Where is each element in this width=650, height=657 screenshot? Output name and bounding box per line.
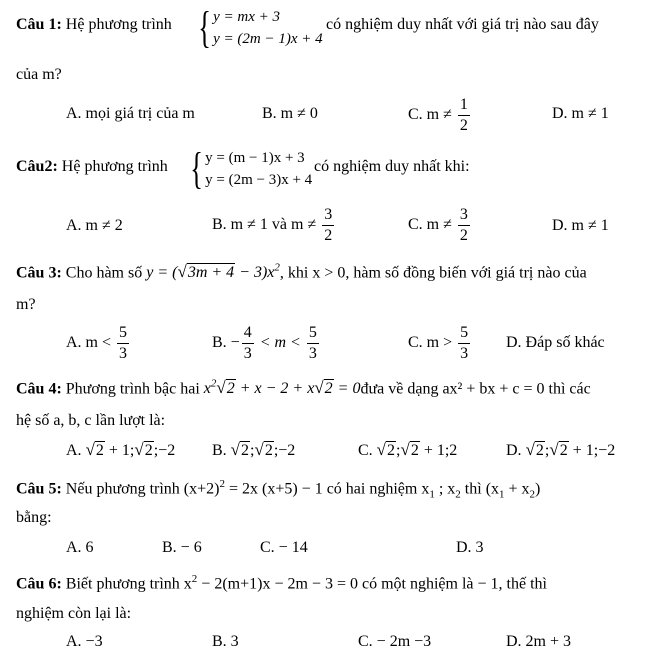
q5-stem: Câu 5: Nếu phương trình $(x+2)^2 = 2x$ (x+5) − 1 có hai nghiệm $x_1$ ; $x_2$ thì $(x_1 + x_2)$	[16, 478, 541, 501]
q5-label: Câu 5:	[16, 480, 62, 498]
q4-option-a: A. √ 2 + 1; √ 2 ;−2	[66, 440, 176, 459]
q3-option-a: A. m < $\frac{5}{3}$	[66, 324, 128, 362]
q2-option-c: C. m ≠ $\frac{3}{2}$	[408, 206, 468, 244]
q6-stem: Câu 6: Biết phương trình $x^2 - 2(m+1)x - 2m - 3 = 0$ có một nghiệm là − 1, thế thì	[16, 573, 547, 593]
q1-stem: Câu 1: Hệ phương trình	[16, 16, 172, 33]
q2-option-d: D. m ≠ 1	[552, 217, 609, 234]
q2-stem: Câu2: Hệ phương trình	[16, 158, 168, 175]
q1-label: Câu 1:	[16, 16, 62, 33]
q1-option-c: C. m ≠ $\frac{1}{2}$	[408, 96, 468, 134]
q4-option-d: D. √ 2 ; √ 2 + 1;−2	[506, 440, 616, 459]
q4-equation: $x^2$ √ 2 + x − 2 + x √ 2 = 0	[203, 378, 361, 398]
q2-option-b: B. m ≠ 1 và m ≠ $\frac{3}{2}$	[212, 206, 333, 244]
q2-label: Câu2:	[16, 158, 58, 175]
q5-option-c: C. − 14	[260, 539, 308, 556]
q1-tail: có nghiệm duy nhất với giá trị nào sau đây	[326, 16, 599, 33]
q2-tail: có nghiệm duy nhất khi:	[314, 158, 470, 175]
q5-line2: bằng:	[16, 509, 52, 526]
q4-stem: Câu 4: Phương trình bậc hai $x^2$ √ 2 + x − 2 + x √ 2 = 0đưa về dạng ax² + bx + c = 0 thì các	[16, 378, 591, 398]
q4-label: Câu 4:	[16, 380, 62, 398]
q4-line2: hệ số a, b, c lần lượt là:	[16, 412, 166, 429]
q6-line2: nghiệm còn lại là:	[16, 605, 132, 622]
q6-option-d: D. 2m + 3	[506, 633, 572, 650]
q3-option-c: C. m > $\frac{5}{3}$	[408, 324, 469, 362]
q5-option-a: A. 6	[66, 539, 94, 556]
q3-option-d: D. Đáp số khác	[506, 334, 605, 351]
q4-option-b: B. √ 2 ; √ 2 ;−2	[212, 440, 296, 459]
q6-option-c: C. − 2m −3	[358, 633, 432, 650]
q2-eq2: y = (2m − 3)x + 4	[205, 172, 313, 188]
q6-option-b: B. 3	[212, 633, 239, 650]
q3-stem: Câu 3: Cho hàm số y = ( √ 3m + 4 − $3)x^2$, khi x > 0, hàm số đồng biến với giá trị nào của	[16, 262, 587, 282]
q1-line2: của m?	[16, 66, 62, 83]
q6-label: Câu 6:	[16, 575, 62, 593]
q4-option-c: C. √ 2 ; √ 2 + 1;2	[358, 440, 458, 459]
q3-function: y = ( √ 3m + 4 − $3)x^2$	[146, 262, 280, 282]
q1-option-b: B. m ≠ 0	[262, 105, 318, 122]
q1-system: { y = mx + 3 y = (2m − 1)x + 4	[198, 3, 323, 52]
q1-eq1: y = mx + 3	[213, 9, 281, 25]
q2-eq1: y = (m − 1)x + 3	[205, 150, 305, 166]
q1-c-fraction: $\frac{1}{2}$	[459, 96, 468, 134]
q1-eq2: y = (2m − 1)x + 4	[213, 31, 323, 47]
q3-label: Câu 3:	[16, 264, 62, 282]
q6-option-a: A. −3	[66, 633, 103, 650]
q2-option-a: A. m ≠ 2	[66, 217, 123, 234]
q5-option-b: B. − 6	[162, 539, 202, 556]
q1-option-d: D. m ≠ 1	[552, 105, 609, 122]
q2-system: { y = (m − 1)x + 3 y = (2m − 3)x + 4	[190, 144, 313, 193]
q1-option-a: A. mọi giá trị của m	[66, 105, 195, 122]
q3-option-b: B. − $\frac{4}{3}$ < m < $\frac{5}{3}$	[212, 324, 317, 362]
q3-line2: m?	[16, 296, 36, 313]
q5-option-d: D. 3	[456, 539, 484, 556]
